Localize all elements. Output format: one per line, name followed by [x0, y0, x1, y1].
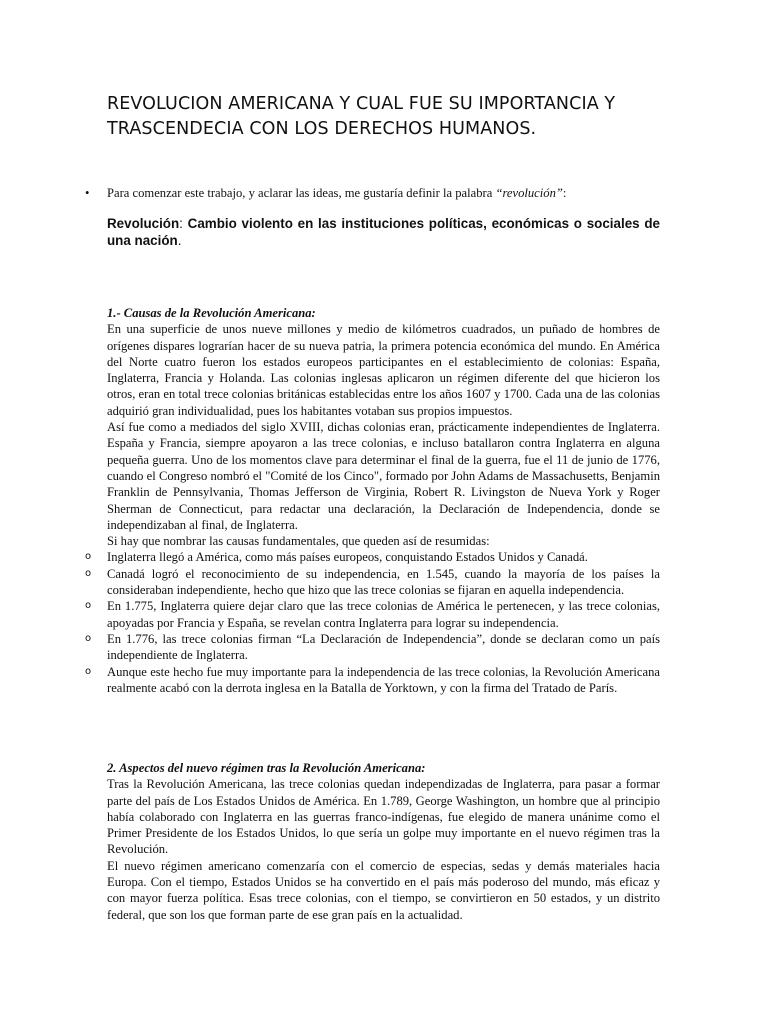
- section-causes-heading: 1.- Causas de la Revolución Americana:: [107, 306, 316, 320]
- document-title: REVOLUCION AMERICANA Y CUAL FUE SU IMPORTANCIA Y TRASCENDECIA CON LOS DERECHOS HUMANOS.: [107, 94, 616, 139]
- list-marker: o: [85, 600, 92, 612]
- section-new-regime: [107, 760, 660, 923]
- intro-text-after: :: [562, 186, 567, 200]
- list-item: [85, 598, 660, 631]
- list-item: [85, 664, 660, 697]
- regime-paragraph-1: Tras la Revolución Americana, las trece colonias quedan independizadas de Inglaterra, para pasar a formar parte del país de Los Estados Unidos de América. En 1.789, George Washington, un hombre que al principio había colaborado con Inglaterra en las guerras franco-indígenas, fue elegido de manera unánime como el Primer Presidente de los Estados Unidos, lo que sería un golpe muy importante en el nuevo régimen tras la Revolución.: [107, 777, 660, 857]
- intro-text: [107, 185, 566, 201]
- bullet-marker: •: [85, 186, 90, 200]
- definition-paragraph: [107, 215, 660, 249]
- definition-text: Cambio violento en las instituciones políticas, económicas o sociales de una nación: [107, 216, 660, 248]
- regime-paragraph-2: El nuevo régimen americano comenzaría con el comercio de especias, sedas y demás materiales hacia Europa. Con el tiempo, Estados Unidos se ha convertido en el país más poderoso del mundo, más eficaz y con mayor fuerza política. Esas trece colonias, con el tiempo, se convirtieron en 50 estados, y un distrito federal, que son los que forman parte de ese gran país en la actualidad.: [107, 858, 660, 922]
- list-marker: o: [85, 551, 92, 563]
- list-item: [85, 631, 660, 664]
- section-causes: [85, 305, 660, 696]
- intro-quoted-word: “revolución”: [495, 186, 563, 200]
- definition-end: .: [177, 233, 182, 248]
- list-item-text: En 1.775, Inglaterra quiere dejar claro que las trece colonias de América le pertenecen, y las trece colonias, apoyadas por Francia y España, se revelan contra Inglaterra para lograr su independencia.: [107, 599, 660, 630]
- list-item-text: En 1.776, las trece colonias firman “La Declaración de Independencia”, donde se declaran como un país independiente de Inglaterra.: [107, 631, 660, 663]
- list-item: [85, 566, 660, 599]
- list-item-text: Inglaterra llegó a América, como más países europeos, conquistando Estados Unidos y Canadá.: [107, 550, 588, 565]
- list-item-text: Canadá logró el reconocimiento de su independencia, en 1.545, cuando la mayoría de los países la consideraban independiente, hecho que hizo que las trece colonias se fijaran en aquella independencia.: [107, 566, 660, 598]
- causes-paragraph-1: En una superficie de unos nueve millones y medio de kilómetros cuadrados, un puñado de hombres de orígenes dispares lograrían hacer de su nueva patria, la primera potencia económica del mundo. En América del Norte cuatro fueron los estados europeos participantes en el establecimiento de colonias: España, Inglaterra, Francia y Holanda. Las colonias inglesas aplicaron un régimen diferente del que hicieron los otros, eran en total trece colonias británicas establecidas entre los años 1607 y 1700. Cada una de las colonias adquirió gran individualidad, pues los habitantes votaban sus propios impuestos.: [107, 322, 660, 418]
- list-item: [85, 549, 660, 565]
- list-marker: o: [85, 567, 92, 579]
- list-marker: o: [85, 632, 92, 644]
- causes-list: [85, 549, 660, 696]
- causes-paragraph-3: Si hay que nombrar las causas fundamentales, que queden así de resumidas:: [107, 534, 490, 549]
- causes-paragraph-2: Así fue como a mediados del siglo XVIII, dichas colonias eran, prácticamente independientes de Inglaterra. España y Francia, siempre apoyaron a las trece colonias, e incluso batallaron contra Inglaterra en alguna pequeña guerra. Uno de los momentos clave para determinar el final de la guerra, fue el 11 de junio de 1776, cuando el Congreso nombró el "Comité de los Cinco", formado por John Adams de Massachusetts, Benjamin Franklin de Pennsylvania, Thomas Jefferson de Virginia, Robert R. Livingston de Nueva York y Roger Sherman de Connecticut, para redactar una declaración, la Declaración de Independencia, donde se independizaban al final, de Inglaterra.: [107, 420, 660, 532]
- definition-separator: :: [179, 216, 188, 231]
- intro-text-before: Para comenzar este trabajo, y aclarar las ideas, me gustaría definir la palabra: [107, 186, 496, 200]
- section-new-regime-heading: 2. Aspectos del nuevo régimen tras la Revolución Americana:: [107, 761, 426, 775]
- definition-term: Revolución: [107, 216, 180, 231]
- list-marker: o: [85, 665, 92, 677]
- list-item-text: Aunque este hecho fue muy importante para la independencia de las trece colonias, la Revolución Americana realmente acabó con la derrota inglesa en la Batalla de Yorktown, y con la firma del Tratado de París.: [107, 664, 660, 695]
